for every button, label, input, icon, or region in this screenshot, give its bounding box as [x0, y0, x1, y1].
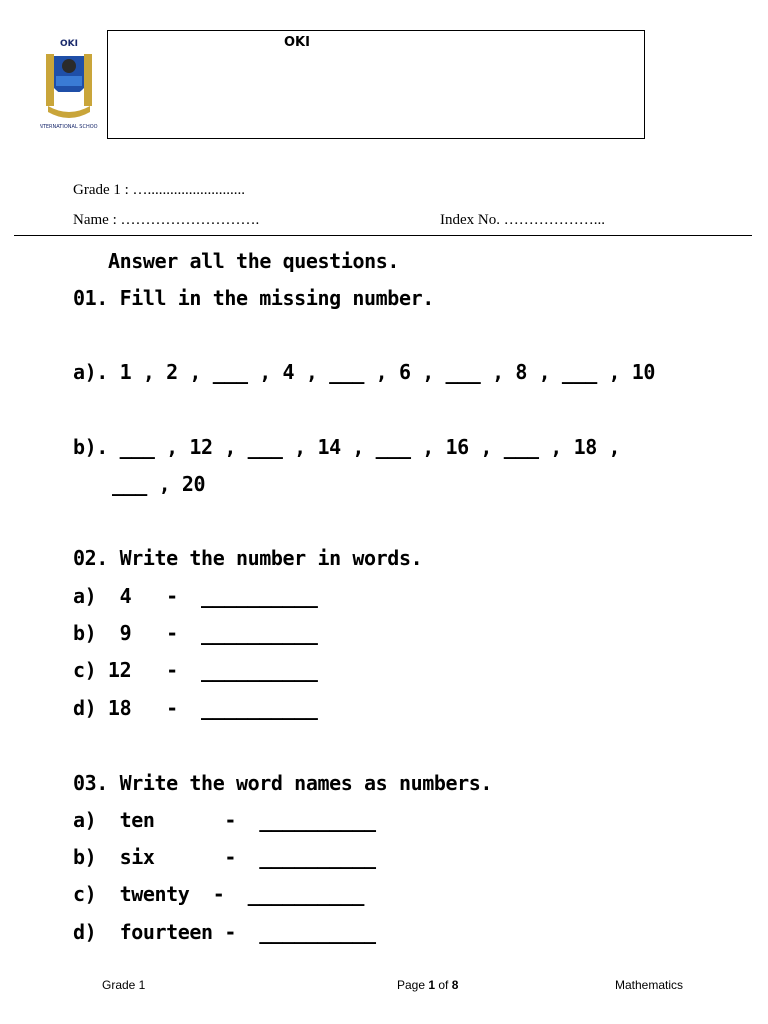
school-logo — [40, 36, 98, 144]
q3-item-c: c) twenty - __________ — [73, 882, 365, 906]
page-mid: of — [435, 978, 452, 992]
grade-field: Grade 1 : ….......................... — [73, 182, 246, 198]
school-name: OKI — [284, 35, 310, 50]
footer-page-number — [397, 978, 458, 992]
q3-item-a: a) ten - __________ — [73, 808, 376, 832]
q2-item-d: d) 18 - __________ — [73, 696, 318, 720]
q3-title: 03. Write the word names as numbers. — [73, 771, 493, 795]
footer-grade: Grade 1 — [102, 978, 146, 992]
q2-item-b: b) 9 - __________ — [73, 621, 318, 645]
header-box — [107, 30, 645, 139]
q2-title: 02. Write the number in words. — [73, 546, 423, 570]
logo-text-top: OKI — [60, 39, 78, 49]
q3-item-d: d) fourteen - __________ — [73, 920, 376, 944]
q1-a-line: a). 1 , 2 , ___ , 4 , ___ , 6 , ___ , 8 , ___ , 10 — [73, 360, 656, 384]
q2-item-a: a) 4 - __________ — [73, 584, 318, 608]
q1-b-line2: ___ , 20 — [112, 472, 206, 496]
page-current: 1 — [428, 978, 436, 992]
footer-subject: Mathematics — [615, 978, 684, 992]
q2-item-c: c) 12 - __________ — [73, 658, 318, 682]
page-prefix: Page — [397, 978, 429, 992]
page-total: 8 — [451, 978, 459, 992]
name-field: Name : ………………………. — [73, 212, 260, 228]
q1-b-line1: b). ___ , 12 , ___ , 14 , ___ , 16 , ___ , 18 , — [73, 435, 621, 459]
q3-item-b: b) six - __________ — [73, 845, 376, 869]
header-divider — [14, 235, 752, 236]
logo-text-bottom: INTERNATIONAL SCHOOL — [40, 124, 98, 130]
q1-title: 01. Fill in the missing number. — [73, 286, 434, 310]
instructions: Answer all the questions. — [108, 249, 400, 273]
index-field: Index No. ………………... — [440, 212, 605, 228]
